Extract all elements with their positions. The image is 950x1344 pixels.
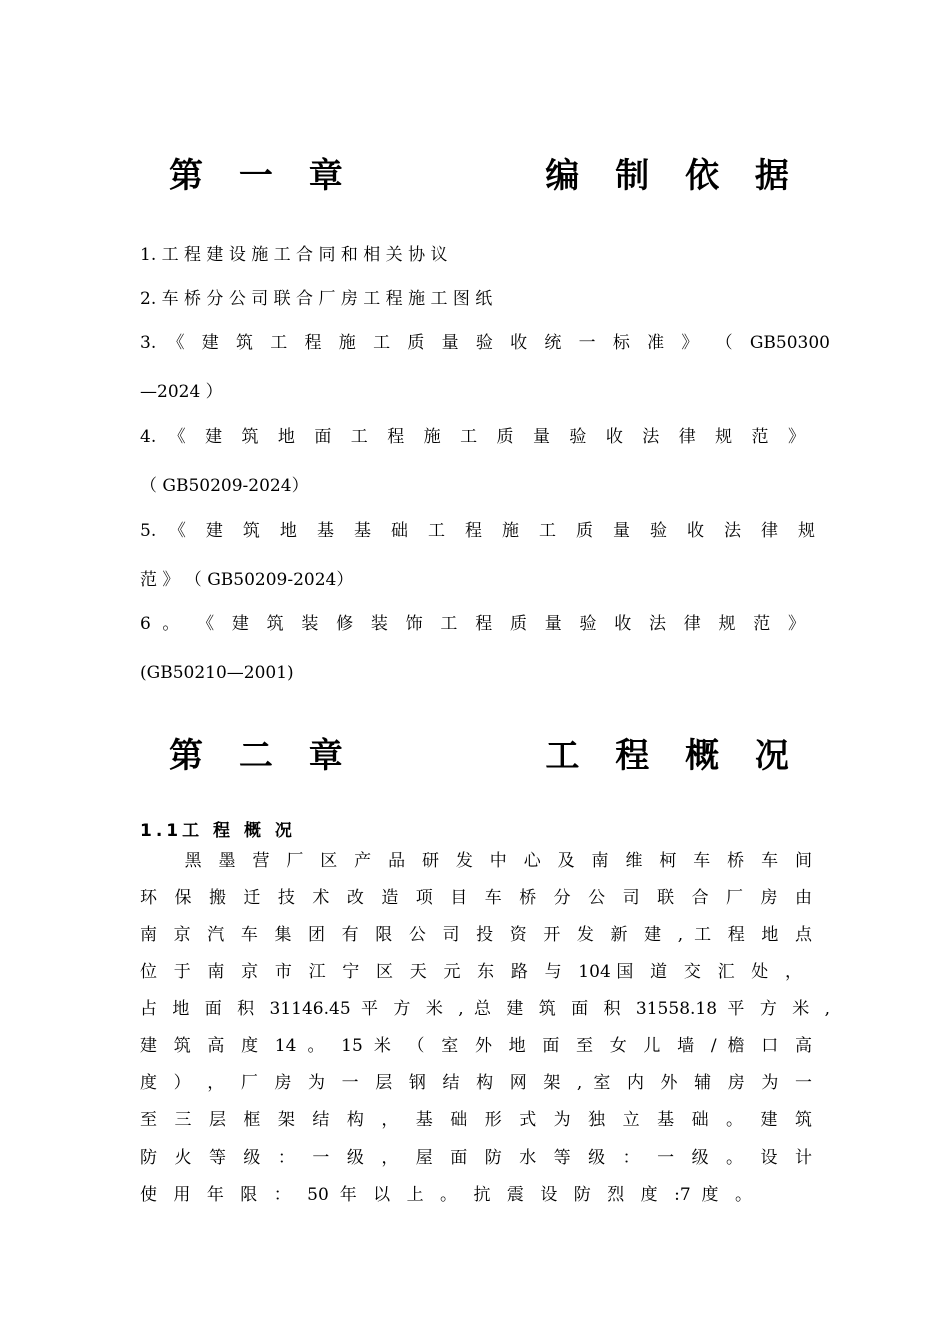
paragraph-line: 至 三 层 框 架 结 构 ， 基 础 形 式 为 独 立 基 础 。 建 筑	[140, 1110, 812, 1130]
basis-item-1: 1. 工 程 建 设 施 工 合 同 和 相 关 协 议	[140, 245, 448, 265]
basis-item-2: 2. 车 桥 分 公 司 联 合 厂 房 工 程 施 工 图 纸	[140, 289, 493, 309]
chapter-2-heading: 第 二 章 工 程 概 况	[169, 736, 801, 776]
paragraph-line: 防 火 等 级 ： 一 级 ， 屋 面 防 水 等 级 ： 一 级 。 设 计	[140, 1148, 812, 1168]
chapter-1-heading: 第 一 章 编 制 依 据	[169, 156, 801, 196]
basis-item-6: 6 。 《 建 筑 装 修 装 饰 工 程 质 量 验 收 法 律 规 范 》	[140, 614, 805, 634]
basis-item-3-cont: —2024 ）	[140, 382, 223, 402]
paragraph-line: 南 京 汽 车 集 团 有 限 公 司 投 资 开 发 新 建 , 工 程 地 点	[140, 925, 812, 945]
basis-item-6-cont: (GB50210—2001)	[140, 663, 294, 683]
paragraph-line: 建 筑 高 度 14 。 15 米 （ 室 外 地 面 至 女 儿 墙 / 檐 口 高	[140, 1036, 812, 1056]
paragraph-line: 度 ） ， 厂 房 为 一 层 钢 结 构 网 架 , 室 内 外 辅 房 为 一	[140, 1073, 812, 1093]
section-1-1-title: 1.1工 程 概 况	[140, 821, 296, 841]
basis-item-5: 5. 《 建 筑 地 基 基 础 工 程 施 工 质 量 验 收 法 律 规	[140, 521, 815, 541]
basis-item-4-cont: （ GB50209-2024）	[140, 476, 309, 496]
paragraph-line: 占 地 面 积 31146.45 平 方 米 , 总 建 筑 面 积 31558.18 平 方 米 ,	[140, 999, 830, 1019]
basis-item-3: 3. 《 建 筑 工 程 施 工 质 量 验 收 统 一 标 准 》 （ GB50300	[140, 333, 830, 353]
basis-item-5-cont: 范 》 （ GB50209-2024）	[140, 570, 354, 590]
paragraph-line: 黑 墨 营 厂 区 产 品 研 发 中 心 及 南 维 柯 车 桥 车 间	[140, 851, 812, 871]
paragraph-line: 使 用 年 限 ： 50 年 以 上 。 抗 震 设 防 烈 度 :7 度 。	[140, 1185, 752, 1205]
basis-item-4: 4. 《 建 筑 地 面 工 程 施 工 质 量 验 收 法 律 规 范 》	[140, 427, 805, 447]
paragraph-line: 位 于 南 京 市 江 宁 区 天 元 东 路 与 104国 道 交 汇 处 ，	[140, 962, 802, 982]
paragraph-line: 环 保 搬 迁 技 术 改 造 项 目 车 桥 分 公 司 联 合 厂 房 由	[140, 888, 812, 908]
